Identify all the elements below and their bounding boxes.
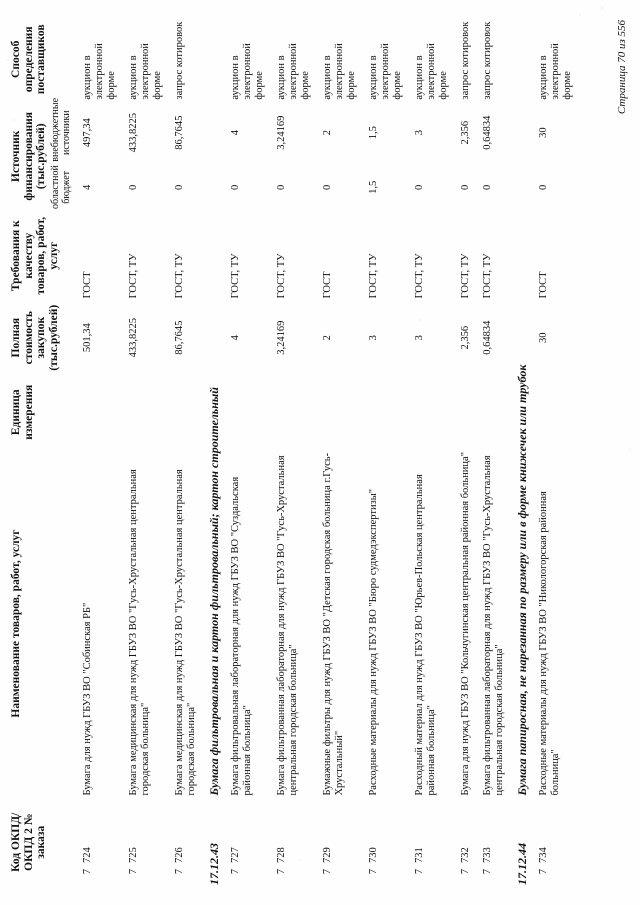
item-unit bbox=[538, 375, 574, 450]
item-extrabudget: 86,7645 bbox=[173, 115, 185, 150]
item-requirements: ГОСТ, ТУ bbox=[275, 253, 287, 299]
item-name: Расходные материалы для нужд ГБУЗ ВО "Никологорская районная больница" bbox=[537, 491, 561, 796]
item-unit bbox=[322, 375, 358, 450]
item-unit bbox=[460, 375, 472, 450]
section-row bbox=[208, 17, 220, 887]
item-requirements: ГОСТ, ТУ bbox=[367, 253, 379, 299]
order-num: 732 bbox=[459, 847, 471, 863]
row-spacer bbox=[450, 17, 460, 887]
table-row bbox=[82, 17, 118, 887]
item-unit bbox=[368, 375, 404, 450]
order-prefix: 7 bbox=[173, 869, 185, 875]
procurement-table bbox=[8, 17, 574, 887]
item-regional: 0 bbox=[537, 184, 549, 190]
order-prefix: 7 bbox=[413, 869, 425, 875]
item-regional: 0 bbox=[127, 184, 139, 190]
order-prefix: 7 bbox=[367, 869, 379, 875]
order-num: 729 bbox=[321, 847, 333, 863]
table-row bbox=[368, 17, 404, 887]
row-spacer bbox=[404, 17, 414, 887]
order-prefix: 7 bbox=[481, 869, 493, 875]
order-num: 726 bbox=[173, 847, 185, 863]
section-title: Бумага фильтровальная и картон фильтровальный; картон строительный bbox=[206, 387, 221, 796]
item-cost: 2,356 bbox=[459, 325, 471, 350]
item-extrabudget: 3 bbox=[413, 130, 425, 136]
item-unit bbox=[82, 375, 118, 450]
item-regional: 0 bbox=[481, 184, 493, 190]
item-extrabudget: 433,8225 bbox=[127, 112, 139, 153]
section-title: Бумага папиросная, не нарезанная по размеру или в форме книжечек или трубок bbox=[514, 364, 529, 796]
row-spacer bbox=[198, 17, 208, 887]
item-extrabudget: 0,64834 bbox=[481, 115, 493, 150]
item-cost: 4 bbox=[229, 335, 241, 341]
item-cost: 86,7645 bbox=[173, 320, 185, 355]
item-method: аукцион в электронной форме bbox=[127, 43, 163, 100]
row-spacer bbox=[220, 17, 230, 887]
item-method: аукцион в электронной форме bbox=[229, 43, 265, 100]
item-cost: 3 bbox=[413, 335, 425, 341]
item-requirements: ГОСТ bbox=[537, 271, 549, 299]
header-extrabudget: внебюджетные источники bbox=[49, 97, 72, 162]
item-regional: 1,5 bbox=[367, 180, 379, 194]
item-name: Бумага для нужд ГБУЗ ВО "Собинская РБ" bbox=[81, 602, 93, 796]
page-number: Страница 70 из 556 bbox=[616, 20, 628, 115]
item-unit bbox=[230, 375, 266, 450]
row-spacer bbox=[72, 17, 82, 887]
item-cost: 30 bbox=[537, 332, 549, 343]
item-extrabudget: 2 bbox=[321, 130, 333, 136]
item-name: Расходные материалы для нужд ГБУЗ ВО "Бюро судмедэкспертизы" bbox=[367, 488, 379, 796]
header-name: Наименование товаров, работ, услуг bbox=[10, 529, 22, 718]
item-cost: 501,34 bbox=[81, 323, 93, 353]
order-number bbox=[128, 798, 164, 887]
item-unit bbox=[128, 375, 164, 450]
order-num: 734 bbox=[537, 847, 549, 863]
table-row bbox=[538, 17, 574, 887]
header-method: Способ определения поставщиков bbox=[10, 24, 47, 95]
item-method: аукцион в электронной форме bbox=[81, 43, 117, 100]
row-spacer bbox=[358, 17, 368, 887]
item-extrabudget: 3,24169 bbox=[275, 115, 287, 150]
item-name: Бумага фильтровальная лабораторная для нужд ГБУЗ ВО "Суздальская районная больница" bbox=[229, 476, 253, 796]
item-method: аукцион в электронной форме bbox=[367, 43, 403, 100]
table-row bbox=[322, 17, 358, 887]
order-number bbox=[82, 798, 118, 887]
item-name: Бумажные фильтры для нужд ГБУЗ ВО "Детская городская больница г.Гусь-Хрустальный" bbox=[321, 452, 345, 796]
order-number bbox=[460, 798, 472, 887]
item-cost: 433,8225 bbox=[127, 318, 139, 358]
header-unit: Единица измерения bbox=[10, 384, 35, 440]
item-regional: 0 bbox=[173, 184, 185, 190]
item-name: Бумага фильтрованная лабораторная для нужд ГБУЗ ВО "Гусь-Хрустальная центральная городская больница" bbox=[275, 455, 299, 796]
item-cost: 3 bbox=[367, 335, 379, 341]
order-number bbox=[276, 798, 312, 887]
header-code: Код ОКПД/ ОКПД 2 № заказа bbox=[10, 812, 47, 872]
order-prefix: 7 bbox=[459, 869, 471, 875]
order-num: 725 bbox=[127, 847, 139, 863]
order-number bbox=[538, 798, 574, 887]
order-num: 727 bbox=[229, 847, 241, 863]
item-name: Бумага для нужд ГБУЗ ВО "Кольчугинская центральная районная больница" bbox=[459, 452, 471, 796]
row-spacer bbox=[472, 17, 482, 887]
table-row bbox=[414, 17, 450, 887]
order-num: 728 bbox=[275, 847, 287, 863]
section-code: 17.12.43 bbox=[206, 843, 221, 885]
item-method: аукцион в электронной форме bbox=[413, 43, 449, 100]
item-method: аукцион в электронной форме bbox=[537, 43, 573, 100]
item-regional: 0 bbox=[275, 184, 287, 190]
order-number bbox=[230, 798, 266, 887]
item-name: Бумага фильтрованная лабораторная для нужд ГБУЗ ВО "Гусь-Хрустальная центральная городская больница" bbox=[481, 455, 505, 796]
item-extrabudget: 1,5 bbox=[367, 126, 379, 140]
item-regional: 4 bbox=[81, 184, 93, 190]
row-spacer bbox=[266, 17, 276, 887]
item-requirements: ГОСТ, ТУ bbox=[459, 253, 471, 299]
section-row bbox=[516, 17, 528, 887]
item-requirements: ГОСТ, ТУ bbox=[173, 253, 185, 299]
item-requirements: ГОСТ bbox=[81, 271, 93, 299]
order-number bbox=[414, 798, 450, 887]
item-extrabudget: 2,356 bbox=[459, 120, 471, 145]
item-requirements: ГОСТ, ТУ bbox=[481, 253, 493, 299]
row-spacer bbox=[118, 17, 128, 887]
item-regional: 0 bbox=[459, 184, 471, 190]
item-unit bbox=[414, 375, 450, 450]
order-num: 731 bbox=[413, 847, 425, 863]
row-spacer bbox=[506, 17, 516, 887]
order-number bbox=[482, 798, 506, 887]
item-extrabudget: 497,34 bbox=[81, 118, 93, 148]
order-prefix: 7 bbox=[275, 869, 287, 875]
order-number bbox=[368, 798, 404, 887]
table-row bbox=[174, 17, 198, 887]
order-number bbox=[174, 798, 198, 887]
order-num: 724 bbox=[81, 847, 93, 863]
order-prefix: 7 bbox=[229, 869, 241, 875]
item-extrabudget: 4 bbox=[229, 130, 241, 136]
item-requirements: ГОСТ, ТУ bbox=[229, 253, 241, 299]
item-extrabudget: 30 bbox=[537, 127, 549, 138]
item-requirements: ГОСТ bbox=[321, 271, 333, 299]
table-row bbox=[482, 17, 506, 887]
item-name: Бумага медицинская для нужд ГБУЗ ВО "Гусь-Хрустальная центральная городская больница" bbox=[127, 469, 151, 796]
item-method: запрос котировок bbox=[173, 21, 185, 100]
row-spacer bbox=[528, 17, 538, 887]
section-code: 17.12.44 bbox=[514, 843, 529, 885]
header-cost: Полная стоимость закупок (тыс.рублей) bbox=[10, 304, 60, 371]
item-regional: 0 bbox=[413, 184, 425, 190]
row-spacer bbox=[164, 17, 174, 887]
order-prefix: 7 bbox=[127, 869, 139, 875]
order-num: 730 bbox=[367, 847, 379, 863]
order-prefix: 7 bbox=[537, 869, 549, 875]
table-row bbox=[460, 17, 472, 887]
header-finance: Источник финансирования (тыс.рублей) bbox=[10, 111, 47, 201]
item-name: Бумага медицинская для нужд ГБУЗ ВО "Гусь-Хрустальная центральная городская больница" bbox=[173, 469, 197, 796]
item-method: аукцион в электронной форме bbox=[275, 43, 311, 100]
order-prefix: 7 bbox=[321, 869, 333, 875]
order-number bbox=[322, 798, 358, 887]
item-cost: 0,64834 bbox=[481, 320, 493, 355]
header-requirements: Требования к качеству товаров, работ, услуг bbox=[10, 216, 60, 295]
item-name: Расходный материал для нужд ГБУЗ ВО "Юрьев-Польская центральная районная больница" bbox=[413, 474, 437, 796]
row-spacer bbox=[312, 17, 322, 887]
table-body bbox=[72, 17, 574, 887]
order-num: 733 bbox=[481, 847, 493, 863]
item-regional: 0 bbox=[229, 184, 241, 190]
item-unit bbox=[174, 375, 198, 450]
item-requirements: ГОСТ, ТУ bbox=[413, 253, 425, 299]
item-regional: 0 bbox=[321, 184, 333, 190]
header-regional: областной бюджет bbox=[49, 165, 72, 209]
item-cost: 2 bbox=[321, 335, 333, 341]
table-row bbox=[128, 17, 164, 887]
table-row bbox=[276, 17, 312, 887]
table-row bbox=[230, 17, 266, 887]
item-cost: 3,24169 bbox=[275, 320, 287, 355]
order-prefix: 7 bbox=[81, 869, 93, 875]
item-method: аукцион в электронной форме bbox=[321, 43, 357, 100]
item-method: запрос котировок bbox=[481, 21, 493, 100]
item-unit bbox=[482, 375, 506, 450]
item-method: запрос котировок bbox=[459, 21, 471, 100]
item-requirements: ГОСТ, ТУ bbox=[127, 253, 139, 299]
item-unit bbox=[276, 375, 312, 450]
